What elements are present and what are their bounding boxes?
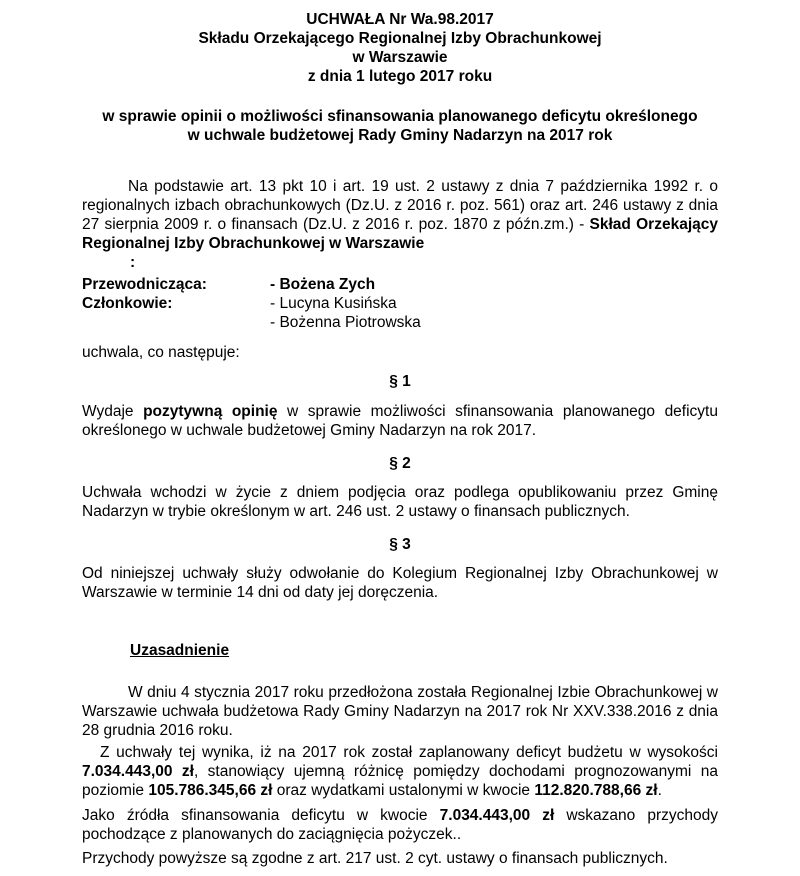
section-2-text: Uchwała wchodzi w życie z dniem podjęcia oraz podlega opublikowaniu przez Gminę Nadarzyn w trybie określonym w art. 246 ust. 2 ustawy o finansach publicznych.: [82, 484, 718, 520]
legal-basis-text: Na podstawie art. 13 pkt 10 i art. 19 ust. 2 ustawy z dnia 7 października 1992 r. o regionalnych izbach obrachunkowych (Dz.U. z 2016 r. poz. 561) oraz art. 246 ustawy z dnia 27 sierpnia 2009 r. o finansach (Dz.U. z 2016 r. poz. 1870 z późn.zm.) -: [82, 178, 718, 233]
p3-a: Jako źródła sfinansowania deficytu w kwocie: [82, 807, 440, 824]
justification-p4: Przychody powyższe są zgodne z art. 217 ust. 2 cyt. ustawy o finansach publicznych.: [82, 850, 668, 867]
p2-e: oraz wydatkami ustalonymi w kwocie: [272, 782, 535, 799]
income-amount: 105.786.345,66 zł: [148, 782, 273, 799]
issuing-city: w Warszawie: [352, 49, 448, 66]
deficit-amount: 7.034.443,00 zł: [82, 763, 194, 780]
section-1-text: [82, 402, 718, 440]
member-1: - Lucyna Kusińska: [270, 295, 397, 312]
section-3-heading: § 3: [389, 536, 411, 553]
justification-p3: [82, 806, 718, 844]
p2-a: Z uchwały tej wynika, iż na 2017 rok został zaplanowany deficyt budżetu w wysokości: [100, 744, 718, 761]
resolution-header: [0, 10, 800, 86]
legal-basis-colon: :: [130, 254, 136, 271]
resolution-subject: [60, 107, 740, 145]
section-1-heading: § 1: [389, 373, 411, 390]
section-2-heading: § 2: [389, 455, 411, 472]
member-2: - Bożenna Piotrowska: [270, 314, 421, 331]
section-1-text-a: Wydaje: [82, 403, 144, 420]
justification-heading: Uzasadnienie: [130, 642, 230, 659]
p2-g: .: [657, 782, 662, 799]
resolves-line: uchwala, co następuje:: [82, 344, 240, 361]
justification-p1: W dniu 4 stycznia 2017 roku przedłożona została Regionalnej Izbie Obrachunkowej w Warszawie uchwała budżetowa Rady Gminy Nadarzyn na 2017 rok Nr XXV.338.2016 z dnia 28 grudnia 2016 roku.: [82, 684, 718, 739]
chair-name: - Bożena Zych: [270, 276, 376, 293]
section-3-text: Od niniejszej uchwały służy odwołanie do Kolegium Regionalnej Izby Obrachunkowej w Warszawie w terminie 14 dni od daty jej doręczenia.: [82, 565, 718, 601]
p3-c: wskazano przychody pochodzące z planowanych do zaciągnięcia pożyczek..: [82, 807, 719, 843]
legal-basis-paragraph: [82, 177, 718, 253]
section-1-text-b: w sprawie możliwości sfinansowania planowanego deficytu określonego w uchwale budżetowej Gminy Nadarzyn na rok 2017.: [82, 403, 718, 439]
chair-label: Przewodnicząca:: [82, 276, 207, 293]
legal-basis-body: Skład Orzekający Regionalnej Izby Obrachunkowej w Warszawie: [82, 216, 718, 252]
subject-line-1: w sprawie opinii o możliwości sfinansowania planowanego deficytu określonego: [102, 108, 698, 125]
resolution-title: UCHWAŁA Nr Wa.98.2017: [306, 11, 494, 28]
issuing-body: Składu Orzekającego Regionalnej Izby Obrachunkowej: [198, 30, 602, 47]
positive-opinion: pozytywną opinię: [143, 403, 278, 420]
expenses-amount: 112.820.788,66 zł: [534, 782, 658, 799]
subject-line-2: w uchwale budżetowej Rady Gminy Nadarzyn na 2017 rok: [187, 127, 613, 144]
resolution-date: z dnia 1 lutego 2017 roku: [307, 68, 493, 85]
deficit-amount-2: 7.034.443,00 zł: [439, 807, 555, 824]
justification-p2: [82, 743, 718, 800]
p2-c: , stanowiący ujemną różnicę pomiędzy dochodami prognozowanymi na poziomie: [82, 763, 718, 799]
members-label: Członkowie:: [82, 295, 173, 312]
